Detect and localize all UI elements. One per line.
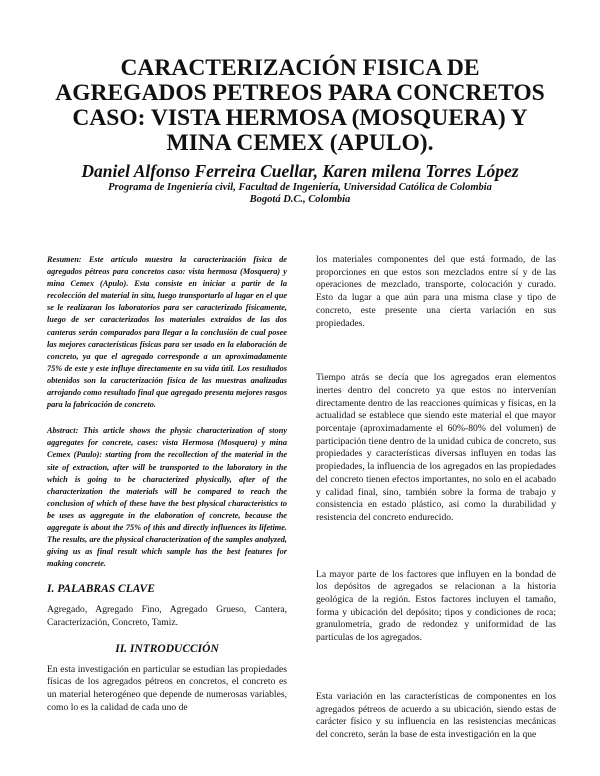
affiliation-line-1: Programa de Ingeniería civil, Facultad de Ingeniería, Universidad Católica de Colombia — [108, 182, 492, 193]
right-paragraph-1: los materiales componentes del que está formado, de las proporciones en que estos son mezclados entre sí y de las operaciones de mezclado, transporte, colocación y curado. Esto da lugar a que aún para una misma clase y tipo de concreto, este presente una cierta variación en sus propiedades. — [316, 254, 556, 329]
keywords-paragraph: Agregado, Agregado Fino, Agregado Grueso, Cantera, Caracterización, Concreto, Tamiz. — [47, 604, 287, 629]
right-paragraph-4: Esta variación en las características de componentes en los agregados pétreos de acuerdo a su ubicación, siendo estas de carácter físico y su influencia en las resistencias mecánicas del concreto, serán la base de esta investigación en la que — [316, 690, 556, 740]
affiliation — [40, 182, 560, 206]
right-paragraph-3: La mayor parte de los factores que influyen en la bondad de los depósitos de agregados se relacionan a la historia geológica de la región. Estos factores incluyen el tamaño, forma y ubicación del depósito; tipos y condiciones de roca; granulometría, grado de redondez y uniformidad de las partículas de los agregados. — [316, 568, 556, 644]
heading-keywords: I. PALABRAS CLAVE — [47, 583, 155, 596]
paper-title — [40, 56, 560, 156]
authors: Daniel Alfonso Ferreira Cuellar, Karen milena Torres López — [81, 161, 519, 181]
intro-paragraph: En esta investigación en particular se estudian las propiedades físicas de los agregados pétreos en concretos, el concreto es un material heterogéneo que depende de numerosas variables, como lo es la calidad de cada uno de — [47, 663, 287, 713]
right-column — [316, 254, 556, 742]
left-column — [47, 254, 287, 715]
affiliation-line-2: Bogotá D.C., Colombia — [249, 194, 351, 205]
title-line-4: MINA CEMEX (APULO). — [166, 130, 434, 156]
title-line-3: CASO: VISTA HERMOSA (MOSQUERA) Y — [72, 105, 528, 131]
title-line-1: CARACTERIZACIÓN FISICA DE — [120, 55, 480, 81]
abstract-paragraph: Abstract: This article shows the physic characterization of stony aggregates for concrete, cases: vista Hermosa (Mosquera) y mina Cemex (Paulo): starting from the recollection of the material in the site of extraction, after will be transported to the laboratory in the which is going to be characterized physically, after of the characterization the materials will be compared to reach the conclusion of which of these have the best physical characteristics to be uses as aggregate in the elaboration of concrete, because the aggregate is about the 75% of this and directly influences its lifetime. The results, are the physical characterization of the samples analyzed, giving us as final result which sample has the best features for making concrete. — [47, 426, 287, 569]
title-line-2: AGREGADOS PETREOS PARA CONCRETOS — [55, 80, 545, 106]
heading-introduction: II. INTRODUCCIÓN — [115, 642, 219, 655]
right-paragraph-2: Tiempo atrás se decía que los agregados eran elementos inertes dentro del concreto ya que estos no intervenían directamente dentro de las reacciones químicas y físicas, en la actualidad se establece que siendo este material el que mayor porcentaje (aproximadamente el 60%-80% del volumen) de participación tiene dentro de la unidad cubica de concreto, sus propiedades y características diversas influyen en todas las propiedades, la influencia de los agregados en las propiedades del concreto tienen efectos importantes, no solo en el acabado y calidad final, sino, también sobre la forma de trabajo y consistencia en estado plástico, así como la durabilidad y resistencia del concreto endurecido. — [316, 372, 556, 523]
resumen-paragraph: Resumen: Este artículo muestra la caracterización física de agregados pétreos para concretos caso: vista hermosa (Mosquera) y mina Cemex (Apulo). Esta consiste en iniciar a partir de la recolección del material in situ, luego transportarlo al lugar en el que se le realizaran los laboratorios para ser caracterizado físicamente, luego de ser caracterizados los materiales extraídos de las dos canteras serán comparados para llegar a la conclusión de cual posee las mejores características físicas para ser usado en la elaboración de concreto, ya que el agregado corresponde a un aproximadamente 75% de este y este influye directamente en su vida útil. Los resultados obtenidos son la caracterización física de las muestras analizadas arrojando como resultado final que agregado presenta mejores rasgos para la fabricación de concreto. — [47, 255, 287, 410]
